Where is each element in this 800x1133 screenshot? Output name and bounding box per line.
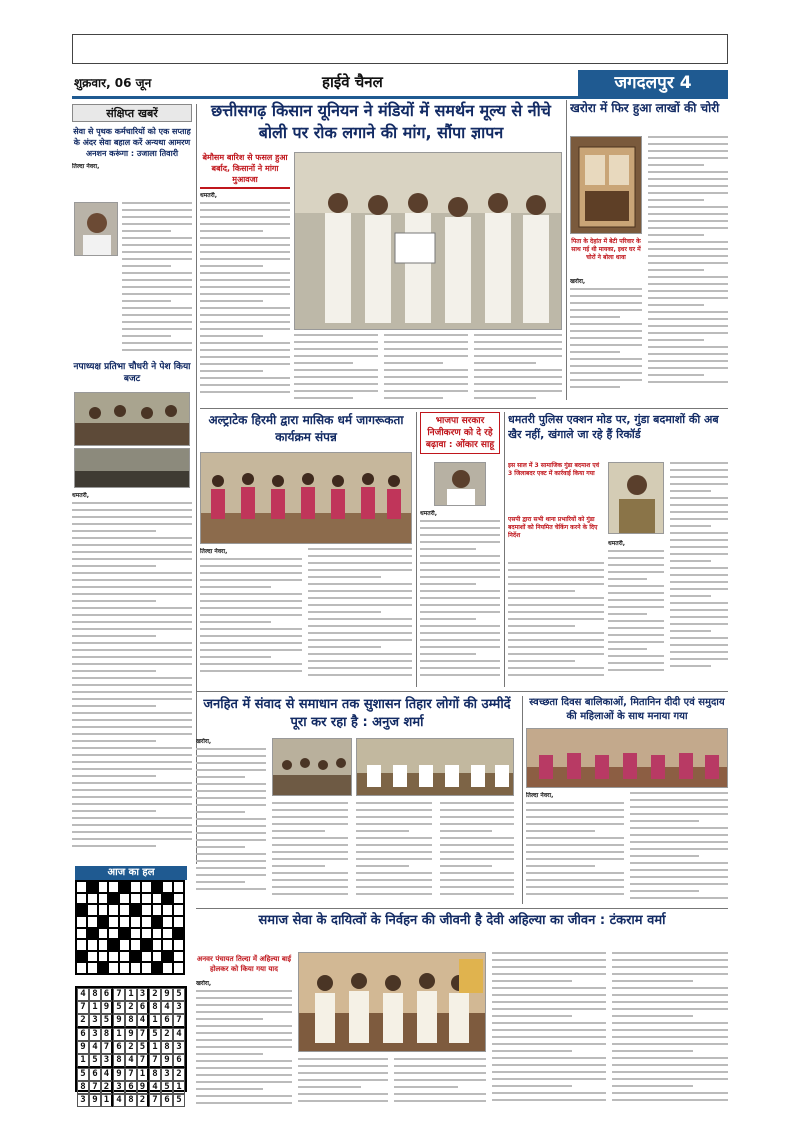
hygiene-body-col2 <box>630 792 728 902</box>
bjp-headline: भाजपा सरकार निजीकरण को दे रहे बढ़ावा : ओंकार साहू <box>420 412 500 454</box>
sudoku-cell: 3 <box>173 1001 185 1014</box>
crossword-cell <box>76 881 87 893</box>
sudoku-cell: 9 <box>101 1001 113 1014</box>
crossword-cell <box>162 904 173 916</box>
column-divider <box>566 100 567 400</box>
crossword-cell <box>173 962 184 974</box>
crossword-cell <box>141 881 152 893</box>
sudoku-cell: 7 <box>137 1054 149 1068</box>
crossword-cell <box>130 939 141 951</box>
lead-dateline: धमतरी, <box>200 192 217 199</box>
crossword-cell <box>98 962 109 974</box>
crossword-cell <box>130 916 141 928</box>
police-dateline: धमतरी, <box>608 540 625 547</box>
sudoku-cell: 5 <box>161 1081 173 1094</box>
crossword-cell <box>119 881 130 893</box>
sudoku-cell: 8 <box>101 1028 113 1041</box>
police-body-col3 <box>670 462 728 686</box>
sudoku-cell: 7 <box>125 1068 137 1081</box>
police-body-col2 <box>608 550 664 686</box>
police-point-2: एसपी द्वारा सभी थाना प्रभारियों को गुंडा बदमाशों को नियमित चेकिंग करने के दिए निर्देश <box>508 516 598 539</box>
sudoku-cell: 6 <box>89 1068 101 1081</box>
council-hall-image <box>75 449 190 488</box>
theft-body-col2 <box>648 136 728 398</box>
theft-body-col1 <box>570 288 642 398</box>
ahilya-deck: अनवर पंचायत तिल्दा में अहिल्या बाई होलकर को किया गया याद <box>196 955 292 973</box>
column-divider <box>416 412 417 687</box>
crossword-grid <box>75 880 185 975</box>
issue-date: शुक्रवार, 06 जून <box>72 70 172 96</box>
anuj-body-col4 <box>440 802 514 902</box>
crossword-cell <box>98 951 109 963</box>
lead-deck: बेमौसम बारिश से फसल हुआ बर्बाद, किसानों ने मांगा मुआवजा <box>200 152 290 189</box>
crossword-cell <box>119 893 130 905</box>
crossword-cell <box>152 893 163 905</box>
ahilya-dateline: खरोरा, <box>196 980 212 987</box>
crossword-cell <box>152 881 163 893</box>
crossword-cell <box>76 951 87 963</box>
ahilya-body-col3 <box>394 1058 486 1110</box>
sudoku-cell: 7 <box>89 1081 101 1094</box>
sudoku-cell: 9 <box>113 1014 125 1028</box>
crossword-cell <box>87 939 98 951</box>
crossword-cell <box>141 904 152 916</box>
crossword-cell <box>173 951 184 963</box>
crossword-cell <box>162 939 173 951</box>
lead-body-col2 <box>294 334 378 404</box>
puzzle-header: आज का हल <box>75 866 187 880</box>
crossword-cell <box>152 962 163 974</box>
bjp-dateline: धमतरी, <box>420 510 437 517</box>
crossword-cell <box>130 928 141 940</box>
crossword-cell <box>98 928 109 940</box>
ahilya-body-col4 <box>492 952 606 1110</box>
section-rule <box>196 908 728 909</box>
awareness-headline: अल्ट्राटेक हिरमी द्वारा मासिक धर्म जागरूकता कार्यक्रम संपन्न <box>208 413 404 444</box>
theft-story <box>570 100 728 400</box>
lead-body-col1 <box>200 202 290 402</box>
crossword-cell <box>173 904 184 916</box>
sudoku-cell: 1 <box>149 1041 161 1054</box>
crossword-cell <box>87 904 98 916</box>
crossword-cell <box>130 962 141 974</box>
sudoku-cell: 1 <box>125 988 137 1001</box>
police-photo <box>608 462 664 534</box>
sudoku-cell: 6 <box>113 1041 125 1054</box>
brief-2-headline: नपाध्यक्ष प्रतिभा चौधरी ने पेश किया बजट <box>73 362 191 384</box>
sudoku-cell: 4 <box>149 1081 161 1094</box>
sudoku-cell: 8 <box>113 1054 125 1068</box>
crossword-cell <box>98 939 109 951</box>
section-rule <box>200 408 728 409</box>
column-divider <box>522 696 523 904</box>
bjp-portrait <box>434 462 486 506</box>
public-meeting-image <box>273 739 352 796</box>
sudoku-cell: 8 <box>125 1014 137 1028</box>
sudoku-cell: 2 <box>125 1041 137 1054</box>
crossword-cell <box>108 881 119 893</box>
crossword-cell <box>162 916 173 928</box>
sudoku-cell: 2 <box>101 1081 113 1094</box>
sudoku-cell: 1 <box>101 1094 113 1107</box>
anuj-body-col3 <box>356 802 432 902</box>
crossword-cell <box>130 893 141 905</box>
sudoku-cell: 1 <box>149 1014 161 1028</box>
theft-caption: पिता के देहांत में बेटी परिवार के साथ गई थी मायका, इधर घर में चोरों ने बोला धावा <box>571 238 641 261</box>
theft-photo <box>570 136 642 234</box>
crossword-cell <box>108 904 119 916</box>
lead-body-col3 <box>384 334 468 404</box>
sudoku-cell: 1 <box>113 1028 125 1041</box>
edition-city <box>578 70 728 96</box>
crossword-cell <box>87 881 98 893</box>
crossword-cell <box>87 962 98 974</box>
sudoku-cell: 6 <box>173 1054 185 1068</box>
brief-1-portrait <box>74 202 118 256</box>
ahilya-story <box>196 912 728 1112</box>
crossword-cell <box>98 893 109 905</box>
sudoku-cell: 1 <box>137 1068 149 1081</box>
crossword-cell <box>162 962 173 974</box>
sudoku-cell: 4 <box>77 988 89 1001</box>
crossword-cell <box>108 962 119 974</box>
sudoku-cell: 2 <box>149 988 161 1001</box>
lead-headline: छत्तीसगढ़ किसान यूनियन ने मंडियों में समर्थन मूल्य से नीचे बोली पर रोक लगाने की मांग, सौंपा ज्ञापन <box>211 101 551 142</box>
anuj-photo-2 <box>356 738 514 796</box>
crossword-cell <box>119 962 130 974</box>
brief-1-body <box>122 202 192 362</box>
hygiene-dateline: तिल्दा नेवरा, <box>526 792 554 799</box>
crossword-cell <box>108 951 119 963</box>
crossword-cell <box>119 904 130 916</box>
sudoku-cell: 3 <box>101 1054 113 1068</box>
edition-city-name: जगदलपुर <box>614 73 674 93</box>
sudoku-cell: 3 <box>89 1028 101 1041</box>
sudoku-cell: 5 <box>89 1054 101 1068</box>
awareness-photo <box>200 452 412 544</box>
paper-name: हाईवे चैनल <box>322 73 383 91</box>
tihar-crowd-image <box>357 739 514 796</box>
crossword-cell <box>173 939 184 951</box>
ahilya-body-col2 <box>298 1058 388 1110</box>
sudoku-cell: 9 <box>161 1054 173 1068</box>
sudoku-cell: 4 <box>125 1054 137 1068</box>
sudoku-cell: 8 <box>161 1041 173 1054</box>
crossword-cell <box>173 893 184 905</box>
crossword-cell <box>119 951 130 963</box>
theft-dateline: खरोरा, <box>570 278 586 285</box>
sudoku-cell: 3 <box>173 1041 185 1054</box>
sudoku-cell: 7 <box>149 1054 161 1068</box>
crossword-cell <box>108 939 119 951</box>
sudoku-cell: 3 <box>89 1014 101 1028</box>
sudoku-cell: 8 <box>125 1094 137 1107</box>
ahilya-headline: समाज सेवा के दायित्वों के निर्वहन की जीवनी है देवी अहिल्या का जीवन : टंकराम वर्मा <box>258 913 666 928</box>
speaker-portrait-image <box>435 463 486 506</box>
sudoku-cell: 9 <box>161 988 173 1001</box>
awareness-body-col2 <box>308 548 412 686</box>
crossword-cell <box>162 928 173 940</box>
brief-2-photo <box>74 392 190 446</box>
hygiene-headline: स्वच्छता दिवस बालिकाओं, मितानिन दीदी एवं समुदाय की महिलाओं के साथ मनाया गया <box>529 697 725 722</box>
police-headline: धमतरी पुलिस एक्शन मोड पर, गुंडा बदमाशों की अब खैर नहीं, खंगाले जा रहे हैं रिकॉर्ड <box>508 413 719 441</box>
sudoku-cell: 1 <box>77 1054 89 1068</box>
police-point-1: इस साल में 3 सामाजिक गुंडा बदमाश एवं 3 जिलाबदर एक्ट में कार्रवाई किया गया <box>508 462 600 477</box>
sudoku-cell: 6 <box>77 1028 89 1041</box>
masthead <box>72 70 728 96</box>
crossword-cell <box>108 893 119 905</box>
lead-photo <box>294 152 562 330</box>
crossword-cell <box>141 939 152 951</box>
sudoku-cell: 6 <box>125 1081 137 1094</box>
sudoku-cell: 3 <box>113 1081 125 1094</box>
crossword-cell <box>162 951 173 963</box>
sudoku-cell: 3 <box>161 1068 173 1081</box>
crossword-cell <box>141 951 152 963</box>
crossword-cell <box>108 916 119 928</box>
briefs-column <box>72 104 192 864</box>
crossword-cell <box>87 893 98 905</box>
sudoku-cell: 9 <box>89 1094 101 1107</box>
council-meeting-image <box>75 393 190 446</box>
sudoku-cell: 3 <box>137 988 149 1001</box>
sudoku-cell: 4 <box>173 1028 185 1041</box>
sudoku-cell: 4 <box>137 1014 149 1028</box>
sudoku-cell: 4 <box>113 1094 125 1107</box>
crossword-cell <box>141 962 152 974</box>
anuj-headline: जनहित में संवाद से समाधान तक सुशासन तिहार लोगों की उम्मीदें पूरा कर रहा है : अनुज शर्मा <box>203 697 511 730</box>
crossword-cell <box>76 928 87 940</box>
anuj-body-col2 <box>272 802 348 902</box>
crossword-cell <box>76 916 87 928</box>
ahilya-body-col1 <box>196 990 292 1110</box>
theft-headline: खरोरा में फिर हुआ लाखों की चोरी <box>570 101 720 115</box>
crossword-cell <box>152 916 163 928</box>
ahilya-body-col5 <box>612 952 728 1110</box>
brief-2-photo-2 <box>74 448 190 488</box>
ahilya-photo <box>298 952 486 1052</box>
sudoku-cell: 8 <box>89 988 101 1001</box>
anuj-photo-1 <box>272 738 352 796</box>
crossword-cell <box>119 939 130 951</box>
bjp-story <box>420 412 500 687</box>
awareness-program-image <box>201 453 412 544</box>
crossword-cell <box>76 893 87 905</box>
awareness-dateline: तिल्दा नेवरा, <box>200 548 228 555</box>
crossword-cell <box>173 928 184 940</box>
crossword-cell <box>130 881 141 893</box>
sudoku-cell: 4 <box>161 1001 173 1014</box>
sudoku-cell: 4 <box>89 1041 101 1054</box>
hygiene-photo <box>526 728 728 788</box>
advertisement-box <box>72 34 728 64</box>
police-story <box>508 412 728 687</box>
sudoku-cell: 5 <box>77 1068 89 1081</box>
crossword-cell <box>87 928 98 940</box>
sudoku-cell: 6 <box>101 988 113 1001</box>
crossword-cell <box>76 904 87 916</box>
sudoku-cell: 8 <box>149 1068 161 1081</box>
crossword-cell <box>141 916 152 928</box>
crossword-cell <box>87 916 98 928</box>
crossword-cell <box>98 916 109 928</box>
crossword-cell <box>87 951 98 963</box>
sudoku-cell: 1 <box>89 1001 101 1014</box>
lead-body-col4 <box>474 334 562 404</box>
crossword-cell <box>130 904 141 916</box>
sudoku-cell: 3 <box>77 1094 89 1107</box>
sudoku-cell: 1 <box>173 1081 185 1094</box>
crossword-cell <box>119 928 130 940</box>
crossword-cell <box>108 928 119 940</box>
person-portrait-image <box>75 203 118 256</box>
crossword-cell <box>152 939 163 951</box>
crossword-cell <box>152 904 163 916</box>
sudoku-cell: 5 <box>137 1041 149 1054</box>
sudoku-cell: 7 <box>173 1014 185 1028</box>
sudoku-cell: 9 <box>137 1081 149 1094</box>
crossword-cell <box>76 962 87 974</box>
brief-1-headline: सेवा से पृथक कर्मचारियों को एक सप्ताह के अंदर सेवा बहाल करें अन्यथा आमरण अनशन करूंगा : उजाला तिवारी <box>73 127 191 158</box>
sudoku-cell: 6 <box>161 1094 173 1107</box>
anuj-sharma-story <box>196 696 518 904</box>
anuj-body-col1 <box>196 748 266 902</box>
crossword-cell <box>173 916 184 928</box>
crossword-cell <box>119 916 130 928</box>
sudoku-cell: 7 <box>149 1094 161 1107</box>
sudoku-cell: 5 <box>101 1014 113 1028</box>
police-body-col1 <box>508 562 604 686</box>
farmers-union-image <box>295 153 562 330</box>
crossword-cell <box>173 881 184 893</box>
sudoku-cell: 2 <box>125 1001 137 1014</box>
hygiene-body-col1 <box>526 802 624 902</box>
crossword-cell <box>162 881 173 893</box>
crossword-cell <box>141 928 152 940</box>
women-gathering-image <box>527 729 728 788</box>
brief-1-dateline: तिल्दा नेवरा, <box>72 163 100 170</box>
crossword-cell <box>141 893 152 905</box>
briefs-header: संक्षिप्त खबरें <box>72 104 192 122</box>
sudoku-cell: 2 <box>173 1068 185 1081</box>
sudoku-cell: 7 <box>101 1041 113 1054</box>
brief-2-body <box>72 502 192 857</box>
bjp-body <box>420 520 500 685</box>
crossword-cell <box>98 904 109 916</box>
sudoku-cell: 8 <box>77 1081 89 1094</box>
broken-cupboard-image <box>571 137 642 234</box>
crossword-cell <box>98 881 109 893</box>
menstrual-awareness-story <box>200 412 412 687</box>
crossword-cell <box>130 951 141 963</box>
sudoku-cell: 5 <box>113 1001 125 1014</box>
felicitation-ceremony-image <box>299 953 486 1052</box>
anuj-dateline: खरोरा, <box>196 738 212 745</box>
police-officer-image <box>609 463 664 534</box>
awareness-body-col1 <box>200 558 302 686</box>
sudoku-cell: 5 <box>173 1094 185 1107</box>
sudoku-cell: 6 <box>137 1001 149 1014</box>
section-rule <box>196 691 728 692</box>
crossword-cell <box>152 928 163 940</box>
masthead-rule <box>72 96 728 99</box>
brief-2-dateline: धमतरी, <box>72 492 89 499</box>
sudoku-cell: 2 <box>77 1014 89 1028</box>
lead-story <box>200 100 562 405</box>
crossword-cell <box>162 893 173 905</box>
sudoku-cell: 5 <box>149 1028 161 1041</box>
crossword-cell <box>76 939 87 951</box>
sudoku-cell: 7 <box>137 1028 149 1041</box>
sudoku-cell: 2 <box>161 1028 173 1041</box>
sudoku-cell: 9 <box>77 1041 89 1054</box>
hygiene-day-story <box>526 696 728 904</box>
crossword-cell <box>152 951 163 963</box>
sudoku-cell: 7 <box>113 988 125 1001</box>
sudoku-cell: 5 <box>173 988 185 1001</box>
sudoku-cell: 2 <box>137 1094 149 1107</box>
sudoku-cell: 9 <box>125 1028 137 1041</box>
column-divider <box>504 412 505 687</box>
sudoku-cell: 8 <box>149 1001 161 1014</box>
sudoku-cell: 4 <box>101 1068 113 1081</box>
sudoku-grid <box>75 986 187 1105</box>
page-number: 4 <box>679 73 692 93</box>
sudoku-cell: 9 <box>113 1068 125 1081</box>
sudoku-cell: 6 <box>161 1014 173 1028</box>
sudoku-cell: 7 <box>77 1001 89 1014</box>
